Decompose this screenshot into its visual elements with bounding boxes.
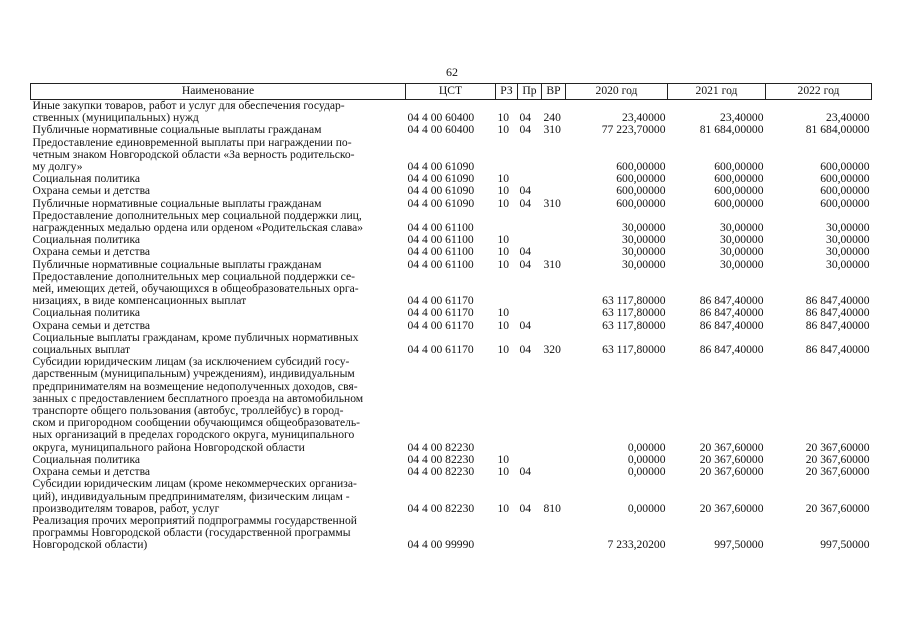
cell-y2022: 86 847,40000 <box>805 318 870 332</box>
cell-rz: 10 <box>497 318 510 332</box>
cell-name-line: Охрана семьи и детства <box>32 318 151 332</box>
cell-y2021: 81 684,00000 <box>699 123 764 137</box>
cell-y2020: 600,00000 <box>616 184 666 198</box>
header-2020: 2020 год <box>566 84 668 100</box>
cell-y2021: 20 367,60000 <box>699 465 764 479</box>
cell-y2022: 600,00000 <box>820 196 870 210</box>
cell-y2021: 86 847,40000 <box>699 306 764 320</box>
cell-y2022: 30,00000 <box>826 245 870 259</box>
cell-name-line: Публичные нормативные социальные выплаты гражданам <box>32 257 322 271</box>
cell-name-line: Социальная политика <box>32 172 141 186</box>
cell-pr: 04 <box>519 184 532 198</box>
cell-cst: 04 4 00 61100 <box>407 257 474 271</box>
cell-name-line: четным знаком Новгородской области «За верность родительско- <box>32 147 355 161</box>
cell-y2022: 600,00000 <box>820 160 870 174</box>
cell-name-line: ных организаций в пределах городского округа, муниципального <box>32 428 355 442</box>
cell-name-line: занных с предоставлением бесплатного проезда на автомобильном <box>32 391 364 405</box>
cell-pr: 04 <box>519 343 532 357</box>
cell-name-line: Социальная политика <box>32 233 141 247</box>
cell-name <box>31 478 406 515</box>
cell-vr <box>542 515 566 552</box>
cell-vr <box>542 454 566 466</box>
table-row <box>31 356 872 454</box>
cell-y2020: 0,00000 <box>627 440 666 454</box>
cell-y2020: 600,00000 <box>616 160 666 174</box>
table-row <box>31 100 872 125</box>
cell-name-line: программы Новгородской области (государственной программы <box>32 526 351 540</box>
cell-name <box>31 100 406 125</box>
table-row <box>31 515 872 552</box>
table-row <box>31 271 872 308</box>
cell-name-line: низациях, в виде компенсационных выплат <box>32 294 247 308</box>
cell-pr: 04 <box>519 123 532 137</box>
table-body <box>31 100 872 552</box>
cell-y2022: 81 684,00000 <box>805 123 870 137</box>
cell-y2020: 63 117,80000 <box>602 306 666 320</box>
cell-y2022: 20 367,60000 <box>805 440 870 454</box>
cell-y2021: 30,00000 <box>720 245 764 259</box>
cell-y2021: 86 847,40000 <box>699 343 764 357</box>
cell-y2022: 86 847,40000 <box>805 294 870 308</box>
cell-rz <box>496 210 518 234</box>
cell-y2022: 23,40000 <box>826 111 870 125</box>
cell-rz: 10 <box>497 452 510 466</box>
cell-cst: 04 4 00 99990 <box>407 538 475 552</box>
cell-name-line: транспорте общего пользования (автобус, троллейбус) в город- <box>32 404 344 418</box>
cell-name-line: мей, имеющих детей, обучающихся в общеобразовательных орга- <box>32 282 359 296</box>
cell-name <box>31 185 406 197</box>
cell-name <box>31 198 406 210</box>
cell-name-line: награжденных медалью ордена или орденом «Родительская слава» <box>32 221 364 235</box>
table-row <box>31 332 872 356</box>
cell-y2021: 86 847,40000 <box>699 294 764 308</box>
header-pr: Пр <box>518 84 542 100</box>
cell-y2020: 77 223,70000 <box>601 123 666 137</box>
table-row <box>31 259 872 271</box>
cell-rz <box>496 271 518 308</box>
cell-name-line: Предоставление дополнительных мер социальной поддержки се- <box>32 269 355 283</box>
cell-y2020: 23,40000 <box>622 111 666 125</box>
cell-name-line: Публичные нормативные социальные выплаты гражданам <box>32 196 322 210</box>
cell-rz: 10 <box>497 172 510 186</box>
cell-pr <box>518 271 542 308</box>
page-number: 62 <box>446 65 458 79</box>
cell-cst: 04 4 00 61090 <box>407 172 475 186</box>
cell-y2022: 600,00000 <box>820 172 870 186</box>
cell-name-line: Публичные нормативные социальные выплаты гражданам <box>32 123 322 137</box>
header-2021: 2021 год <box>668 84 766 100</box>
cell-pr: 04 <box>519 196 532 210</box>
cell-cst: 04 4 00 61090 <box>407 184 475 198</box>
table-row <box>31 478 872 515</box>
cell-name-line: му долгу» <box>32 160 83 174</box>
cell-cst: 04 4 00 82230 <box>407 452 475 466</box>
header-vr: ВР <box>542 84 566 100</box>
cell-y2021: 997,50000 <box>714 538 764 552</box>
cell-cst: 04 4 00 60400 <box>407 123 475 137</box>
table-row <box>31 137 872 174</box>
cell-pr: 04 <box>519 501 532 515</box>
cell-name-line: ском и пригородном сообщении обучающимся общеобразователь- <box>32 416 361 430</box>
cell-name <box>31 356 406 454</box>
cell-y2021: 600,00000 <box>714 172 764 186</box>
cell-y2021: 30,00000 <box>720 221 764 235</box>
cell-name <box>31 515 406 552</box>
cell-y2022: 86 847,40000 <box>805 306 870 320</box>
cell-name-line: Социальная политика <box>32 452 141 466</box>
cell-cst: 04 4 00 61170 <box>407 318 474 332</box>
cell-name-line: Социальная политика <box>32 306 141 320</box>
cell-y2021: 20 367,60000 <box>699 440 764 454</box>
cell-cst: 04 4 00 61170 <box>407 343 474 357</box>
cell-name <box>31 332 406 356</box>
cell-name-line: Предоставление дополнительных мер социальной поддержки лиц, <box>32 208 362 222</box>
cell-cst: 04 4 00 61090 <box>407 196 475 210</box>
cell-name-line: Социальные выплаты гражданам, кроме публичных нормативных <box>32 330 359 344</box>
cell-y2022: 20 367,60000 <box>805 501 870 515</box>
budget-table <box>30 83 872 552</box>
cell-name-line: Реализация прочих мероприятий подпрограммы государственной <box>32 513 357 527</box>
cell-vr <box>542 173 566 185</box>
cell-y2021: 600,00000 <box>714 184 764 198</box>
cell-pr: 04 <box>519 245 532 259</box>
cell-y2022: 997,50000 <box>820 538 870 552</box>
cell-y2021: 30,00000 <box>720 257 764 271</box>
cell-y2020: 0,00000 <box>627 501 666 515</box>
cell-y2021: 23,40000 <box>720 111 764 125</box>
cell-cst: 04 4 00 60400 <box>407 111 475 125</box>
cell-vr <box>542 185 566 197</box>
cell-vr <box>542 271 566 308</box>
cell-rz: 10 <box>497 306 510 320</box>
cell-pr <box>518 137 542 174</box>
cell-vr <box>542 210 566 234</box>
cell-y2022: 20 367,60000 <box>805 452 870 466</box>
cell-y2020: 600,00000 <box>616 172 666 186</box>
cell-y2020: 0,00000 <box>627 452 666 466</box>
cell-name-line: дарственным (муниципальным) учреждениям), индивидуальным <box>32 367 355 381</box>
cell-vr: 310 <box>543 123 561 137</box>
cell-y2021: 20 367,60000 <box>699 501 764 515</box>
cell-rz: 10 <box>497 465 510 479</box>
cell-vr <box>542 320 566 332</box>
cell-pr <box>518 210 542 234</box>
cell-y2022: 86 847,40000 <box>805 343 870 357</box>
cell-y2022: 30,00000 <box>826 221 870 235</box>
cell-y2022: 30,00000 <box>826 233 870 247</box>
cell-rz: 10 <box>497 123 510 137</box>
cell-vr: 310 <box>543 196 561 210</box>
cell-name-line: социальных выплат <box>32 343 131 357</box>
cell-y2020: 63 117,80000 <box>602 294 666 308</box>
cell-cst: 04 4 00 82230 <box>407 440 475 454</box>
cell-pr <box>518 356 542 454</box>
cell-name <box>31 259 406 271</box>
cell-vr <box>542 466 566 478</box>
cell-vr <box>542 137 566 174</box>
header-name: Наименование <box>31 84 406 100</box>
cell-name-line: Субсидии юридическим лицам (кроме некоммерческих организа- <box>32 477 357 491</box>
cell-name <box>31 246 406 258</box>
cell-pr: 04 <box>519 318 532 332</box>
table-row <box>31 246 872 258</box>
cell-y2020: 63 117,80000 <box>602 318 666 332</box>
table-row <box>31 210 872 234</box>
cell-cst: 04 4 00 61100 <box>407 221 474 235</box>
cell-rz <box>496 137 518 174</box>
cell-y2020: 63 117,80000 <box>602 343 666 357</box>
cell-name <box>31 307 406 319</box>
cell-cst: 04 4 00 82230 <box>407 501 475 515</box>
cell-pr <box>518 307 542 319</box>
cell-pr: 04 <box>519 465 532 479</box>
cell-y2020: 30,00000 <box>622 221 666 235</box>
cell-vr: 310 <box>543 257 561 271</box>
cell-name-line: ций), индивидуальным предпринимателям, физическим лицам - <box>32 489 350 503</box>
cell-name <box>31 271 406 308</box>
cell-name-line: округа, муниципального района Новгородской области <box>32 440 305 454</box>
cell-cst: 04 4 00 61170 <box>407 306 474 320</box>
cell-vr: 320 <box>543 343 561 357</box>
cell-y2020: 600,00000 <box>616 196 666 210</box>
cell-y2022: 30,00000 <box>826 257 870 271</box>
cell-cst: 04 4 00 61100 <box>407 245 474 259</box>
cell-y2021: 20 367,60000 <box>699 452 764 466</box>
cell-pr <box>518 515 542 552</box>
cell-y2020: 30,00000 <box>622 245 666 259</box>
cell-cst: 04 4 00 61100 <box>407 233 474 247</box>
cell-name-line: предпринимателям на возмещение недополученных доходов, свя- <box>32 379 358 393</box>
cell-rz: 10 <box>497 343 510 357</box>
cell-name-line: Охрана семьи и детства <box>32 184 151 198</box>
cell-y2021: 600,00000 <box>714 160 764 174</box>
cell-y2022: 600,00000 <box>820 184 870 198</box>
cell-cst: 04 4 00 61090 <box>407 160 475 174</box>
cell-y2020: 7 233,20200 <box>607 538 666 552</box>
cell-rz <box>496 515 518 552</box>
header-rz: РЗ <box>496 84 518 100</box>
table-row <box>31 124 872 136</box>
cell-y2022: 20 367,60000 <box>805 465 870 479</box>
cell-rz <box>496 356 518 454</box>
cell-name-line: Предоставление единовременной выплаты при награждении по- <box>32 135 352 149</box>
cell-name-line: Новгородской области) <box>32 538 148 552</box>
cell-pr: 04 <box>519 111 532 125</box>
table-row <box>31 185 872 197</box>
cell-rz: 10 <box>497 245 510 259</box>
cell-vr <box>542 307 566 319</box>
cell-y2021: 600,00000 <box>714 196 764 210</box>
cell-vr <box>542 234 566 246</box>
cell-vr <box>542 246 566 258</box>
cell-name <box>31 210 406 234</box>
cell-name-line: производителям товаров, работ, услуг <box>32 501 220 515</box>
header-2022: 2022 год <box>766 84 872 100</box>
cell-rz: 10 <box>497 196 510 210</box>
cell-rz: 10 <box>497 111 510 125</box>
cell-vr: 240 <box>543 111 561 125</box>
cell-pr: 04 <box>519 257 532 271</box>
cell-y2020: 30,00000 <box>622 233 666 247</box>
cell-y2020: 0,00000 <box>627 465 666 479</box>
cell-y2021: 30,00000 <box>720 233 764 247</box>
cell-vr <box>542 356 566 454</box>
cell-rz: 10 <box>497 257 510 271</box>
cell-rz: 10 <box>497 233 510 247</box>
cell-cst: 04 4 00 82230 <box>407 465 475 479</box>
cell-rz: 10 <box>497 501 510 515</box>
cell-name <box>31 124 406 136</box>
cell-cst: 04 4 00 61170 <box>407 294 474 308</box>
cell-vr: 810 <box>543 501 561 515</box>
cell-name-line: Иные закупки товаров, работ и услуг для обеспечения государ- <box>32 99 345 112</box>
table-row <box>31 198 872 210</box>
cell-name-line: ственных (муниципальных) нужд <box>32 111 199 125</box>
cell-name <box>31 137 406 174</box>
cell-name-line: Охрана семьи и детства <box>32 245 151 259</box>
cell-y2020: 30,00000 <box>622 257 666 271</box>
cell-y2021: 86 847,40000 <box>699 318 764 332</box>
table-row <box>31 307 872 319</box>
header-cst: ЦСТ <box>406 84 496 100</box>
cell-name-line: Субсидии юридическим лицам (за исключением субсидий госу- <box>32 355 350 369</box>
cell-name-line: Охрана семьи и детства <box>32 465 151 479</box>
cell-rz: 10 <box>497 184 510 198</box>
table-header-row <box>31 84 872 100</box>
